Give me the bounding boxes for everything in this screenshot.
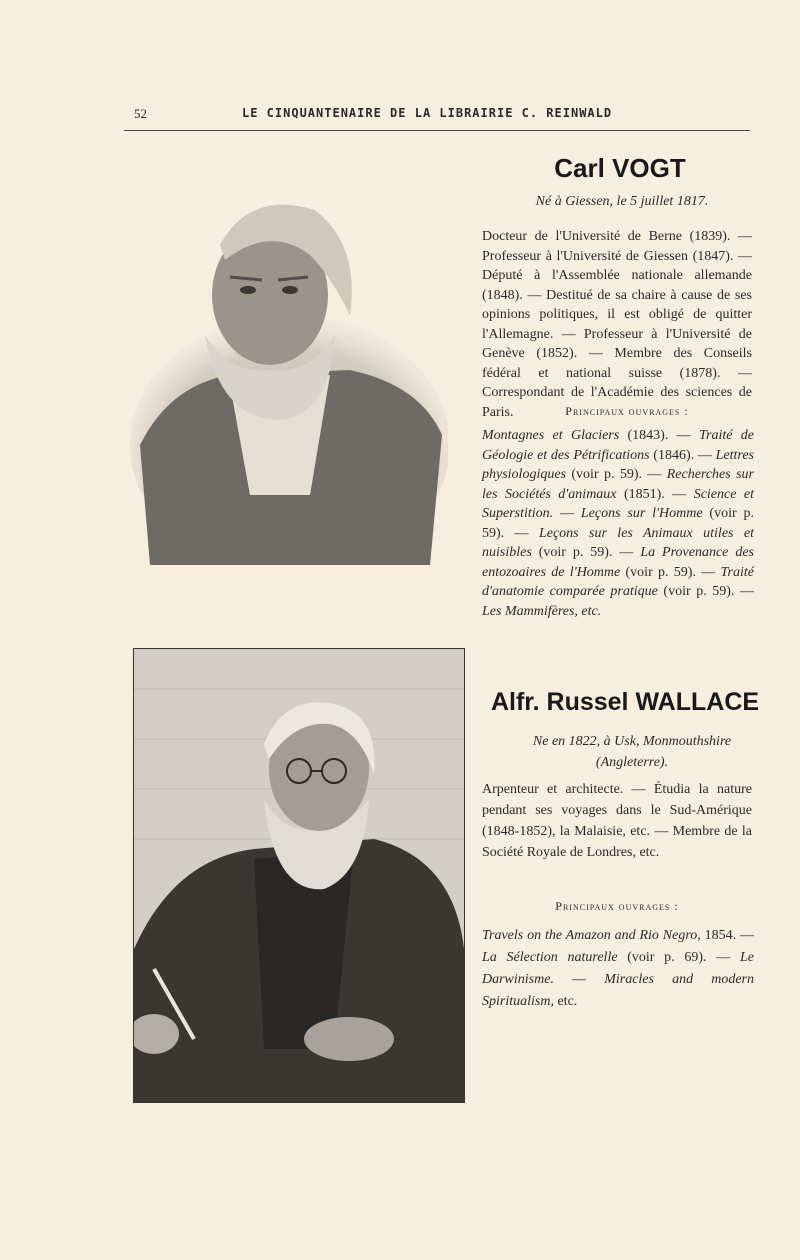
vogt-works-list	[482, 426, 754, 621]
vogt-work-title: Montagnes et Glaciers	[482, 428, 620, 443]
wallace-biography: Arpenteur et architecte. — Étudia la nature pendant ses voyages dans le Sud-Amérique (1848-1852), la Malaisie, etc. — Membre de la Société Royale de Londres, etc.	[482, 782, 752, 860]
vogt-birth-line: Né à Giessen, le 5 juillet 1817.	[535, 194, 709, 209]
vogt-portrait	[130, 185, 448, 565]
vogt-work-title: Traité d'anatomie comparée pratique	[482, 564, 754, 599]
wallace-works-list	[482, 925, 754, 1013]
vogt-work-note: (1843). —	[619, 428, 699, 443]
vogt-work-note: (1851). —	[616, 486, 694, 502]
page-number: 52	[134, 106, 147, 121]
vogt-name: Carl VOGT	[554, 153, 686, 183]
vogt-work-note: (voir p. 59). —	[657, 584, 754, 599]
wallace-work-note: , 1854. —	[697, 928, 754, 943]
wallace-work-title: Travels on the Amazon and Rio Negro	[482, 928, 698, 943]
wallace-work-note: —	[553, 972, 605, 987]
vogt-work-title: Recherches sur les Sociétés d'animaux	[482, 467, 754, 502]
wallace-portrait	[133, 648, 465, 1103]
wallace-birth-line	[482, 731, 782, 773]
page-header	[124, 104, 750, 126]
vogt-biography: Docteur de l'Université de Berne (1839). — Professeur à l'Université de Giessen (1847). — Député à l'Assemblée nationale allemande (1848). — Destitué de sa chaire à cause de ses opinions politiques, il est obligé de quitter l'Allemagne. — Professeur à l'Université de Genève (1852). — Membre des Conseils fédéral et national suisse (1878). — Correspondant de l'Académie des sciences de Paris.	[482, 229, 752, 420]
wallace-birth-line-2: (Angleterre).	[595, 755, 669, 770]
vogt-work-note: (voir p. 59). —	[482, 506, 754, 541]
vogt-work-note: (1846). —	[649, 447, 716, 463]
vogt-work-title: Leçons sur les Animaux utiles et nuisibles	[482, 525, 754, 560]
wallace-work-title: Miracles and modern Spiritualism,	[482, 972, 754, 1009]
wallace-birth-line-1: Ne en 1822, à Usk, Monmouthshire	[532, 734, 732, 749]
vogt-work-note: —	[553, 506, 581, 521]
vogt-work-title: Science et Superstition.	[482, 486, 754, 521]
wallace-work-title: Le Darwinisme.	[482, 950, 754, 987]
wallace-works-heading: Principaux ouvrages :	[555, 899, 679, 913]
running-title: LE CINQUANTENAIRE DE LA LIBRAIRIE C. REINWALD	[242, 106, 613, 120]
vogt-work-note: (voir p. 59). —	[531, 545, 641, 560]
vogt-works-heading: Principaux ouvrages :	[565, 404, 689, 418]
vogt-work-title: Traité de Géologie et des Pétrifications	[482, 428, 754, 463]
vogt-work-title: Lettres physiologiques	[482, 447, 754, 482]
vogt-work-title: Les Mammifères, etc.	[482, 603, 602, 619]
vogt-work-note: (voir p. 59). —	[566, 467, 667, 482]
vogt-work-note: (voir p. 59). —	[620, 564, 721, 580]
header-rule	[124, 130, 750, 131]
wallace-work-note: (voir p. 69). —	[617, 950, 740, 965]
wallace-work-title: La Sélection naturelle	[482, 950, 618, 965]
vogt-work-title: La Provenance des entozoaires de l'Homme	[482, 545, 754, 580]
wallace-work-note: etc.	[553, 994, 578, 1009]
vogt-work-title: Leçons sur l'Homme	[580, 506, 703, 521]
wallace-name: Alfr. Russel WALLACE	[490, 688, 760, 716]
